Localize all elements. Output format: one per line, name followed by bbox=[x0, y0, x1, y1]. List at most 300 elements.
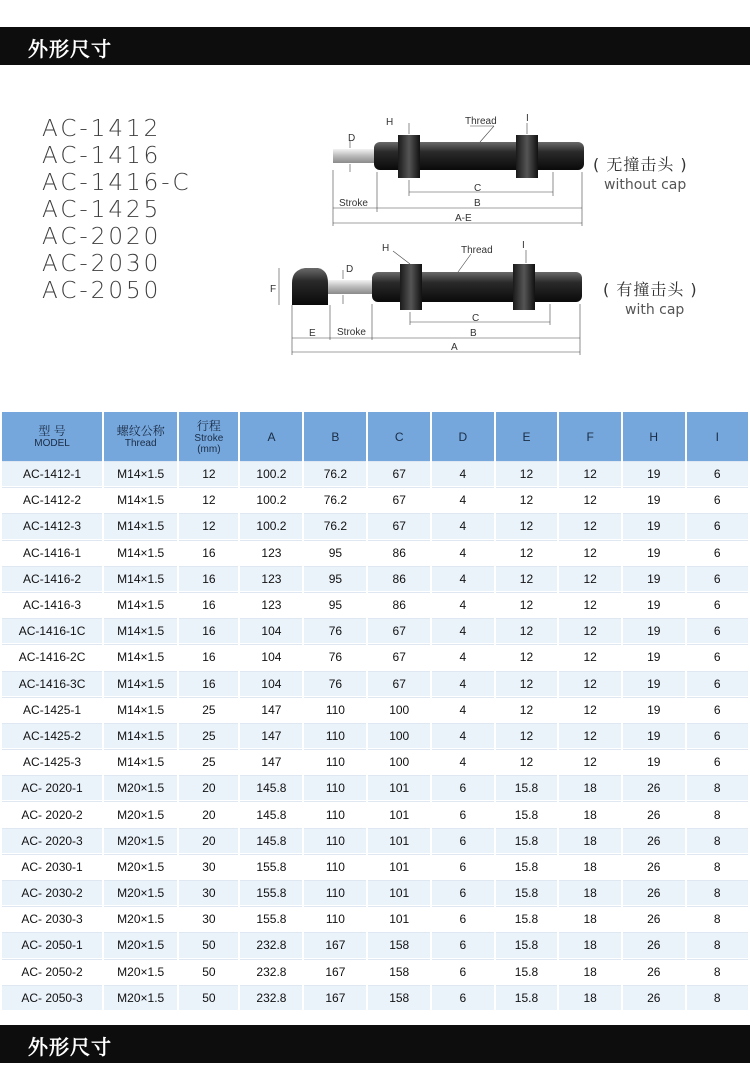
cell-f: 12 bbox=[559, 749, 621, 775]
nut-h bbox=[400, 264, 422, 310]
table-row bbox=[2, 932, 748, 958]
cell-model: AC- 2030-2 bbox=[2, 880, 102, 906]
table-row bbox=[2, 985, 748, 1011]
table-row bbox=[2, 671, 748, 697]
cell-f: 18 bbox=[559, 801, 621, 827]
cell-f: 12 bbox=[559, 618, 621, 644]
cell-c: 67 bbox=[368, 618, 430, 644]
cell-a: 104 bbox=[240, 644, 302, 670]
cell-h: 19 bbox=[623, 749, 685, 775]
cell-h: 19 bbox=[623, 513, 685, 539]
cell-c: 158 bbox=[368, 932, 430, 958]
cell-e: 12 bbox=[496, 723, 558, 749]
cell-d: 4 bbox=[432, 461, 493, 487]
table-row bbox=[2, 854, 748, 880]
cell-h: 26 bbox=[623, 880, 685, 906]
cell-d: 6 bbox=[432, 932, 493, 958]
table-row bbox=[2, 723, 748, 749]
cell-thread: M20×1.5 bbox=[104, 801, 177, 827]
cell-c: 101 bbox=[368, 880, 430, 906]
cell-thread: M14×1.5 bbox=[104, 513, 177, 539]
cell-thread: M14×1.5 bbox=[104, 644, 177, 670]
cell-c: 86 bbox=[368, 592, 430, 618]
col-header-b: B bbox=[304, 412, 366, 461]
cell-d: 6 bbox=[432, 985, 493, 1011]
cell-h: 26 bbox=[623, 801, 685, 827]
dim-label-c: C bbox=[474, 183, 482, 194]
dim-label-thread: Thread bbox=[465, 116, 497, 127]
cell-e: 15.8 bbox=[496, 932, 558, 958]
dimension-diagram bbox=[0, 100, 750, 370]
caption-without-cap-en: without cap bbox=[604, 177, 687, 193]
cell-i: 8 bbox=[687, 775, 748, 801]
col-header-d: D bbox=[432, 412, 493, 461]
cell-a: 100.2 bbox=[240, 461, 302, 487]
table-row bbox=[2, 880, 748, 906]
cell-e: 15.8 bbox=[496, 801, 558, 827]
footer-title-band bbox=[0, 1025, 750, 1063]
cell-a: 104 bbox=[240, 618, 302, 644]
cell-a: 147 bbox=[240, 723, 302, 749]
cell-d: 4 bbox=[432, 513, 493, 539]
cell-a: 100.2 bbox=[240, 487, 302, 513]
cell-stroke: 16 bbox=[179, 671, 238, 697]
cell-e: 12 bbox=[496, 461, 558, 487]
model-name: AC-2020 bbox=[42, 224, 162, 250]
cell-d: 6 bbox=[432, 880, 493, 906]
cell-d: 4 bbox=[432, 487, 493, 513]
col-header-a: A bbox=[240, 412, 302, 461]
table-row bbox=[2, 540, 748, 566]
caption-without-cap-cn: ( 无撞击头 ) bbox=[593, 155, 688, 174]
cell-i: 8 bbox=[687, 959, 748, 985]
cell-b: 110 bbox=[304, 775, 366, 801]
cell-d: 4 bbox=[432, 697, 493, 723]
table-row bbox=[2, 618, 748, 644]
cell-h: 19 bbox=[623, 697, 685, 723]
cell-model: AC- 2030-1 bbox=[2, 854, 102, 880]
footer-title: 外形尺寸 bbox=[28, 1035, 112, 1059]
table-row bbox=[2, 592, 748, 618]
section-title-band bbox=[0, 27, 750, 65]
cell-e: 12 bbox=[496, 618, 558, 644]
dim-label-b: B bbox=[474, 198, 481, 209]
model-name: AC-1412 bbox=[42, 116, 162, 142]
cell-thread: M14×1.5 bbox=[104, 618, 177, 644]
cell-model: AC-1425-1 bbox=[2, 697, 102, 723]
cell-f: 12 bbox=[559, 592, 621, 618]
caption-with-cap-en: with cap bbox=[625, 302, 685, 318]
cell-h: 19 bbox=[623, 592, 685, 618]
cell-d: 4 bbox=[432, 644, 493, 670]
cell-b: 76.2 bbox=[304, 487, 366, 513]
cell-model: AC-1416-2 bbox=[2, 566, 102, 592]
cell-d: 6 bbox=[432, 775, 493, 801]
col-header-f: F bbox=[559, 412, 621, 461]
cell-f: 12 bbox=[559, 540, 621, 566]
table-row bbox=[2, 749, 748, 775]
cell-thread: M20×1.5 bbox=[104, 906, 177, 932]
cell-thread: M20×1.5 bbox=[104, 880, 177, 906]
cell-e: 12 bbox=[496, 592, 558, 618]
cell-i: 6 bbox=[687, 749, 748, 775]
cell-d: 6 bbox=[432, 906, 493, 932]
cell-d: 4 bbox=[432, 592, 493, 618]
cell-thread: M20×1.5 bbox=[104, 775, 177, 801]
dim-label-c: C bbox=[472, 313, 480, 324]
col-header-thread bbox=[104, 412, 177, 461]
shock-absorber-with-cap bbox=[270, 240, 582, 355]
dim-label-f: F bbox=[270, 284, 277, 295]
piston-rod bbox=[333, 149, 377, 163]
shock-absorber-without-cap bbox=[333, 113, 584, 226]
cell-thread: M20×1.5 bbox=[104, 932, 177, 958]
col-header-en: Stroke bbox=[194, 432, 224, 444]
cell-h: 19 bbox=[623, 566, 685, 592]
nut-i bbox=[516, 135, 538, 178]
cell-b: 167 bbox=[304, 985, 366, 1011]
cell-stroke: 30 bbox=[179, 854, 238, 880]
cell-c: 67 bbox=[368, 671, 430, 697]
cell-a: 123 bbox=[240, 592, 302, 618]
cell-d: 4 bbox=[432, 618, 493, 644]
cell-e: 12 bbox=[496, 513, 558, 539]
cell-b: 95 bbox=[304, 540, 366, 566]
cell-stroke: 16 bbox=[179, 566, 238, 592]
cell-c: 67 bbox=[368, 461, 430, 487]
cell-model: AC-1416-3 bbox=[2, 592, 102, 618]
col-header-en: Thread bbox=[124, 438, 157, 449]
cell-stroke: 12 bbox=[179, 461, 238, 487]
cell-e: 15.8 bbox=[496, 828, 558, 854]
cell-thread: M14×1.5 bbox=[104, 671, 177, 697]
table-row bbox=[2, 959, 748, 985]
model-name: AC-2050 bbox=[42, 278, 162, 304]
col-header-i: I bbox=[687, 412, 748, 461]
cell-c: 158 bbox=[368, 985, 430, 1011]
cell-a: 145.8 bbox=[240, 801, 302, 827]
col-header-e: E bbox=[496, 412, 558, 461]
cell-i: 6 bbox=[687, 540, 748, 566]
cell-f: 18 bbox=[559, 906, 621, 932]
cell-stroke: 20 bbox=[179, 775, 238, 801]
cell-a: 104 bbox=[240, 671, 302, 697]
col-header-cn: 螺纹公称 bbox=[116, 424, 165, 438]
cell-e: 15.8 bbox=[496, 985, 558, 1011]
cell-a: 145.8 bbox=[240, 775, 302, 801]
cell-stroke: 20 bbox=[179, 828, 238, 854]
cell-model: AC-1416-2C bbox=[2, 644, 102, 670]
cell-i: 6 bbox=[687, 644, 748, 670]
cell-a: 155.8 bbox=[240, 880, 302, 906]
cell-d: 6 bbox=[432, 854, 493, 880]
cell-thread: M14×1.5 bbox=[104, 723, 177, 749]
cell-stroke: 50 bbox=[179, 959, 238, 985]
cell-c: 101 bbox=[368, 906, 430, 932]
cell-h: 26 bbox=[623, 959, 685, 985]
dim-label-stroke: Stroke bbox=[339, 198, 368, 209]
cell-stroke: 20 bbox=[179, 801, 238, 827]
cell-thread: M20×1.5 bbox=[104, 854, 177, 880]
cell-e: 15.8 bbox=[496, 854, 558, 880]
col-header-cn: 型 号 bbox=[38, 424, 66, 438]
cell-h: 19 bbox=[623, 487, 685, 513]
cell-f: 12 bbox=[559, 644, 621, 670]
cell-model: AC- 2050-2 bbox=[2, 959, 102, 985]
cell-c: 67 bbox=[368, 644, 430, 670]
cell-i: 6 bbox=[687, 461, 748, 487]
cell-e: 12 bbox=[496, 487, 558, 513]
model-name: AC-1416 bbox=[42, 143, 162, 169]
cell-i: 6 bbox=[687, 618, 748, 644]
table-row bbox=[2, 461, 748, 487]
caption-with-cap-cn: ( 有撞击头 ) bbox=[603, 280, 698, 299]
piston-rod bbox=[328, 280, 376, 294]
cell-stroke: 16 bbox=[179, 644, 238, 670]
cell-thread: M20×1.5 bbox=[104, 828, 177, 854]
cell-f: 12 bbox=[559, 697, 621, 723]
cell-f: 12 bbox=[559, 566, 621, 592]
dim-label-thread: Thread bbox=[461, 245, 493, 256]
cell-i: 6 bbox=[687, 566, 748, 592]
cell-b: 110 bbox=[304, 749, 366, 775]
cell-i: 8 bbox=[687, 880, 748, 906]
cell-thread: M14×1.5 bbox=[104, 487, 177, 513]
cell-h: 26 bbox=[623, 932, 685, 958]
table-row bbox=[2, 828, 748, 854]
cell-i: 8 bbox=[687, 906, 748, 932]
cell-a: 155.8 bbox=[240, 854, 302, 880]
table-row bbox=[2, 644, 748, 670]
cell-model: AC-1412-3 bbox=[2, 513, 102, 539]
cell-f: 18 bbox=[559, 775, 621, 801]
cell-b: 167 bbox=[304, 959, 366, 985]
dim-label-i: I bbox=[522, 240, 525, 251]
cell-h: 26 bbox=[623, 985, 685, 1011]
cell-c: 86 bbox=[368, 566, 430, 592]
cell-d: 4 bbox=[432, 566, 493, 592]
cell-c: 101 bbox=[368, 854, 430, 880]
cell-f: 18 bbox=[559, 932, 621, 958]
cell-model: AC- 2050-1 bbox=[2, 932, 102, 958]
cell-c: 101 bbox=[368, 828, 430, 854]
dim-label-h: H bbox=[386, 117, 394, 128]
cell-stroke: 50 bbox=[179, 932, 238, 958]
cell-h: 26 bbox=[623, 906, 685, 932]
col-header-en: MODEL bbox=[34, 438, 70, 449]
cell-c: 100 bbox=[368, 697, 430, 723]
cell-e: 15.8 bbox=[496, 906, 558, 932]
cell-e: 12 bbox=[496, 671, 558, 697]
col-header-unit: (mm) bbox=[197, 443, 221, 455]
nut-h bbox=[398, 135, 420, 178]
cell-stroke: 12 bbox=[179, 513, 238, 539]
cell-a: 232.8 bbox=[240, 932, 302, 958]
cell-model: AC- 2020-3 bbox=[2, 828, 102, 854]
col-header-stroke bbox=[179, 412, 238, 461]
cell-model: AC- 2030-3 bbox=[2, 906, 102, 932]
cell-a: 123 bbox=[240, 540, 302, 566]
table-row bbox=[2, 697, 748, 723]
cell-b: 95 bbox=[304, 566, 366, 592]
table-row bbox=[2, 801, 748, 827]
cell-a: 232.8 bbox=[240, 985, 302, 1011]
cell-f: 12 bbox=[559, 723, 621, 749]
model-name: AC-1416-C bbox=[42, 170, 192, 196]
cell-stroke: 16 bbox=[179, 618, 238, 644]
dim-label-b: B bbox=[470, 328, 477, 339]
cell-c: 158 bbox=[368, 959, 430, 985]
cell-stroke: 30 bbox=[179, 906, 238, 932]
cell-h: 26 bbox=[623, 854, 685, 880]
cell-h: 19 bbox=[623, 671, 685, 697]
col-header-cn: 行程 bbox=[196, 418, 221, 433]
cell-a: 123 bbox=[240, 566, 302, 592]
table-row bbox=[2, 566, 748, 592]
cell-b: 76 bbox=[304, 618, 366, 644]
cell-a: 100.2 bbox=[240, 513, 302, 539]
cell-c: 101 bbox=[368, 801, 430, 827]
cell-stroke: 16 bbox=[179, 540, 238, 566]
cell-d: 6 bbox=[432, 801, 493, 827]
cell-model: AC- 2020-2 bbox=[2, 801, 102, 827]
dim-label-h: H bbox=[382, 243, 390, 254]
table-row bbox=[2, 487, 748, 513]
cell-model: AC-1416-1C bbox=[2, 618, 102, 644]
cell-model: AC-1425-2 bbox=[2, 723, 102, 749]
col-header-model bbox=[2, 412, 102, 461]
cell-b: 95 bbox=[304, 592, 366, 618]
cell-i: 8 bbox=[687, 801, 748, 827]
cell-b: 110 bbox=[304, 854, 366, 880]
model-name: AC-1425 bbox=[42, 197, 162, 223]
impact-cap bbox=[292, 268, 328, 305]
cell-b: 76.2 bbox=[304, 513, 366, 539]
col-header-h: H bbox=[623, 412, 685, 461]
table-row bbox=[2, 513, 748, 539]
cell-d: 4 bbox=[432, 723, 493, 749]
cell-e: 15.8 bbox=[496, 775, 558, 801]
cell-b: 110 bbox=[304, 880, 366, 906]
cell-i: 6 bbox=[687, 723, 748, 749]
cell-i: 8 bbox=[687, 985, 748, 1011]
dim-label-a-e: A-E bbox=[455, 213, 472, 224]
cell-e: 12 bbox=[496, 540, 558, 566]
cell-b: 110 bbox=[304, 906, 366, 932]
table-row bbox=[2, 906, 748, 932]
cell-stroke: 16 bbox=[179, 592, 238, 618]
cell-b: 110 bbox=[304, 723, 366, 749]
cell-h: 19 bbox=[623, 644, 685, 670]
cell-thread: M14×1.5 bbox=[104, 697, 177, 723]
cell-e: 15.8 bbox=[496, 880, 558, 906]
cell-c: 100 bbox=[368, 749, 430, 775]
dim-label-a: A bbox=[451, 342, 458, 353]
cell-a: 155.8 bbox=[240, 906, 302, 932]
cell-f: 12 bbox=[559, 461, 621, 487]
cell-d: 6 bbox=[432, 959, 493, 985]
cell-e: 12 bbox=[496, 566, 558, 592]
cell-d: 4 bbox=[432, 749, 493, 775]
cell-a: 145.8 bbox=[240, 828, 302, 854]
cell-stroke: 12 bbox=[179, 487, 238, 513]
table-header-row bbox=[2, 412, 748, 461]
cell-b: 76.2 bbox=[304, 461, 366, 487]
cell-f: 18 bbox=[559, 828, 621, 854]
dim-label-d: D bbox=[348, 133, 356, 144]
cell-h: 19 bbox=[623, 461, 685, 487]
cell-c: 101 bbox=[368, 775, 430, 801]
col-header-c: C bbox=[368, 412, 430, 461]
nut-i bbox=[513, 264, 535, 310]
cell-i: 6 bbox=[687, 592, 748, 618]
cell-i: 6 bbox=[687, 671, 748, 697]
cell-b: 76 bbox=[304, 671, 366, 697]
cell-stroke: 30 bbox=[179, 880, 238, 906]
table-row bbox=[2, 775, 748, 801]
cell-h: 26 bbox=[623, 775, 685, 801]
cell-f: 18 bbox=[559, 854, 621, 880]
cell-c: 100 bbox=[368, 723, 430, 749]
cell-thread: M14×1.5 bbox=[104, 566, 177, 592]
cell-i: 6 bbox=[687, 513, 748, 539]
cell-h: 19 bbox=[623, 723, 685, 749]
cell-e: 12 bbox=[496, 697, 558, 723]
cell-e: 15.8 bbox=[496, 959, 558, 985]
cell-f: 12 bbox=[559, 671, 621, 697]
cell-i: 8 bbox=[687, 828, 748, 854]
cell-i: 6 bbox=[687, 697, 748, 723]
cell-f: 18 bbox=[559, 985, 621, 1011]
section-title: 外形尺寸 bbox=[28, 37, 112, 61]
cell-b: 110 bbox=[304, 828, 366, 854]
cell-e: 12 bbox=[496, 749, 558, 775]
model-name: AC-2030 bbox=[42, 251, 162, 277]
cell-model: AC-1412-1 bbox=[2, 461, 102, 487]
cell-thread: M14×1.5 bbox=[104, 540, 177, 566]
cell-model: AC-1416-3C bbox=[2, 671, 102, 697]
cell-b: 76 bbox=[304, 644, 366, 670]
cell-d: 6 bbox=[432, 828, 493, 854]
cell-d: 4 bbox=[432, 540, 493, 566]
cell-c: 67 bbox=[368, 513, 430, 539]
cell-h: 19 bbox=[623, 618, 685, 644]
cell-a: 232.8 bbox=[240, 959, 302, 985]
dim-label-e: E bbox=[309, 328, 316, 339]
cell-f: 18 bbox=[559, 959, 621, 985]
cell-f: 18 bbox=[559, 880, 621, 906]
cell-model: AC-1425-3 bbox=[2, 749, 102, 775]
cell-h: 19 bbox=[623, 540, 685, 566]
cell-b: 110 bbox=[304, 801, 366, 827]
cell-stroke: 25 bbox=[179, 723, 238, 749]
cell-model: AC- 2050-3 bbox=[2, 985, 102, 1011]
cell-model: AC- 2020-1 bbox=[2, 775, 102, 801]
cell-d: 4 bbox=[432, 671, 493, 697]
cell-stroke: 50 bbox=[179, 985, 238, 1011]
cell-b: 110 bbox=[304, 697, 366, 723]
cell-a: 147 bbox=[240, 697, 302, 723]
cell-thread: M20×1.5 bbox=[104, 959, 177, 985]
dim-label-stroke: Stroke bbox=[337, 327, 366, 338]
dim-label-d: D bbox=[346, 264, 354, 275]
cell-stroke: 25 bbox=[179, 749, 238, 775]
dim-label-i: I bbox=[526, 113, 529, 124]
cell-stroke: 25 bbox=[179, 697, 238, 723]
cell-thread: M14×1.5 bbox=[104, 592, 177, 618]
cell-i: 6 bbox=[687, 487, 748, 513]
cell-i: 8 bbox=[687, 932, 748, 958]
